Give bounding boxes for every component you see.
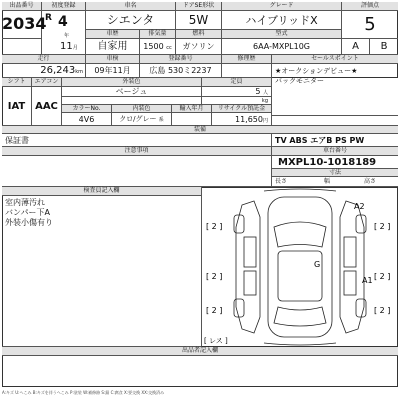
recycle-value bbox=[212, 113, 272, 126]
color-no-header: カラーNo. bbox=[62, 105, 112, 113]
tire-right-rear: [ 2 ] bbox=[374, 306, 391, 315]
usage: 自家用 bbox=[86, 39, 140, 55]
month-value bbox=[42, 39, 86, 55]
right-window-rear bbox=[344, 271, 356, 295]
cc-header: 排気量 bbox=[140, 30, 176, 39]
wheel-right-front bbox=[356, 215, 366, 233]
exterior-color-header: 外装色 bbox=[62, 78, 202, 87]
shift: IAT bbox=[2, 87, 32, 126]
chassis-header: 車台番号 bbox=[272, 147, 398, 156]
cc-unit: cc bbox=[166, 45, 172, 51]
accident-header: 修理歴 bbox=[222, 55, 272, 64]
shaken-date: 09年11月 bbox=[86, 64, 140, 78]
cc-value bbox=[140, 39, 176, 55]
tire-left-front: [ 2 ] bbox=[206, 222, 223, 231]
lot-blank bbox=[2, 39, 42, 55]
auction-sheet bbox=[2, 2, 398, 398]
fuel: ガソリン bbox=[176, 39, 222, 55]
year-value bbox=[42, 11, 86, 39]
sales-blank bbox=[272, 116, 398, 126]
plate-region: 広島 bbox=[149, 66, 166, 75]
month: 11 bbox=[60, 41, 73, 52]
equipment-header: 装備 bbox=[2, 126, 398, 134]
wheel-left-rear bbox=[234, 299, 244, 317]
plate-header: 登録番号 bbox=[140, 55, 222, 64]
inspection-notes bbox=[2, 196, 202, 347]
sales-point-2: バックモニター bbox=[275, 77, 324, 85]
cc: 1500 bbox=[143, 42, 164, 51]
left-window-front bbox=[244, 237, 256, 267]
capacity: 5 bbox=[255, 87, 261, 96]
tire-left-mid: [ 2 ] bbox=[206, 272, 223, 281]
year-number: 4 bbox=[58, 14, 68, 30]
spare-tire: [ レス ] bbox=[204, 337, 228, 345]
recycle: 11,650 bbox=[234, 115, 263, 124]
tire-right-mid: [ 2 ] bbox=[374, 272, 391, 281]
interior-color-value bbox=[112, 113, 172, 126]
capacity-value bbox=[202, 87, 272, 97]
dimensions-row bbox=[272, 177, 398, 187]
sales-point-1: ★オークションデビュー★ bbox=[275, 67, 358, 75]
era-mark: R bbox=[45, 13, 52, 23]
mileage-header: 走行 bbox=[2, 55, 86, 64]
length-label: 長さ bbox=[275, 178, 288, 185]
warranty: 保証書 bbox=[2, 134, 272, 147]
exterior-color: ベージュ bbox=[62, 87, 202, 97]
lot-no: 2034 bbox=[2, 11, 42, 39]
inspection-note-3: 外装小傷有り bbox=[5, 218, 53, 227]
dimensions-header: 寸法 bbox=[272, 169, 398, 177]
import-header: 輸入年月 bbox=[172, 105, 212, 113]
interior-color-header: 内装色 bbox=[112, 105, 172, 113]
height-label: 高さ bbox=[364, 178, 377, 185]
mileage-unit: km bbox=[75, 69, 83, 75]
front-bumper bbox=[264, 189, 336, 191]
year-header: 初度登録 bbox=[42, 2, 86, 11]
month-unit: 月 bbox=[72, 45, 78, 51]
wheel-left-front bbox=[234, 215, 244, 233]
recycle-unit: 円 bbox=[262, 118, 268, 124]
capacity-header: 定員 bbox=[202, 78, 272, 87]
model: 6AA-MXPL10G bbox=[222, 39, 342, 55]
import-value bbox=[172, 113, 212, 126]
left-window-rear bbox=[244, 271, 256, 295]
model-header: 型式 bbox=[222, 30, 342, 39]
interior-score: A bbox=[342, 39, 370, 55]
roof bbox=[278, 251, 322, 301]
doors-header: ドアSE形状 bbox=[176, 2, 222, 11]
windshield bbox=[274, 222, 326, 247]
equipment: TV ABS エアB PS PW bbox=[272, 134, 398, 147]
damage-legend: A:キズ U:へこみ B:キズを伴うへこみ P:塗装 W:補修跡 S:錆 C:腐食 X:要交換 XX:交換済み bbox=[2, 390, 165, 395]
car-diagram-svg bbox=[202, 187, 398, 347]
year-unit: 年 bbox=[64, 33, 70, 39]
tire-left-rear: [ 2 ] bbox=[206, 306, 223, 315]
tire-right-front: [ 2 ] bbox=[374, 222, 391, 231]
car-name: シエンタ bbox=[86, 11, 176, 30]
wheel-right-rear bbox=[356, 299, 366, 317]
shift-header: シフト bbox=[2, 78, 32, 87]
interior-color: クロ/グレー bbox=[119, 115, 157, 123]
notes-body bbox=[2, 156, 272, 187]
inspection-header: 検査員記入欄 bbox=[2, 187, 202, 196]
ac-header: エアコン bbox=[32, 78, 62, 87]
chassis: MXPL10-1018189 bbox=[272, 156, 398, 169]
mark-a2: A2 bbox=[354, 202, 365, 211]
grade: ハイブリッドX bbox=[222, 11, 342, 30]
score-header: 評価点 bbox=[342, 2, 398, 11]
color-blank bbox=[62, 97, 202, 105]
rear-window bbox=[274, 307, 326, 326]
mileage: 26,243 bbox=[40, 65, 76, 76]
plate-value bbox=[140, 64, 222, 78]
notes-header: 注意事項 bbox=[2, 147, 272, 156]
shaken-header: 車検 bbox=[86, 55, 140, 64]
width-label: 幅 bbox=[324, 178, 331, 185]
grade-header: グレード bbox=[222, 2, 342, 11]
sales-point-header: セールスポイント bbox=[272, 55, 398, 64]
score: 5 bbox=[342, 11, 398, 39]
doors: 5W bbox=[176, 11, 222, 30]
color-no: 4V6 bbox=[62, 113, 112, 126]
damage-map bbox=[202, 187, 398, 347]
seller-header: 出品者記入欄 bbox=[2, 347, 398, 356]
regist-header: 車歴 bbox=[86, 30, 140, 39]
right-window-front bbox=[344, 237, 356, 267]
name-header: 車名 bbox=[86, 2, 176, 11]
recycle-header: リサイクル預託金 bbox=[212, 105, 272, 113]
interior-color-suffix: 系 bbox=[158, 117, 164, 123]
load-unit: kg bbox=[202, 97, 272, 105]
mileage-value bbox=[2, 64, 86, 78]
mark-g: G bbox=[314, 260, 321, 269]
exterior-score: B bbox=[370, 39, 398, 55]
accident-value bbox=[222, 64, 272, 78]
inspection-note-2: バンパー下A bbox=[5, 208, 50, 217]
mark-a1: A1 bbox=[362, 276, 373, 285]
fuel-header: 燃料 bbox=[176, 30, 222, 39]
capacity-unit: 人 bbox=[262, 90, 268, 96]
ac: AAC bbox=[32, 87, 62, 126]
rear-bumper bbox=[264, 343, 336, 345]
sales-points bbox=[272, 64, 398, 116]
inspection-note-1: 室内薄汚れ bbox=[5, 198, 45, 207]
lot-no-header: 出品番号 bbox=[2, 2, 42, 11]
plate-number: 530ミ2237 bbox=[167, 66, 212, 75]
